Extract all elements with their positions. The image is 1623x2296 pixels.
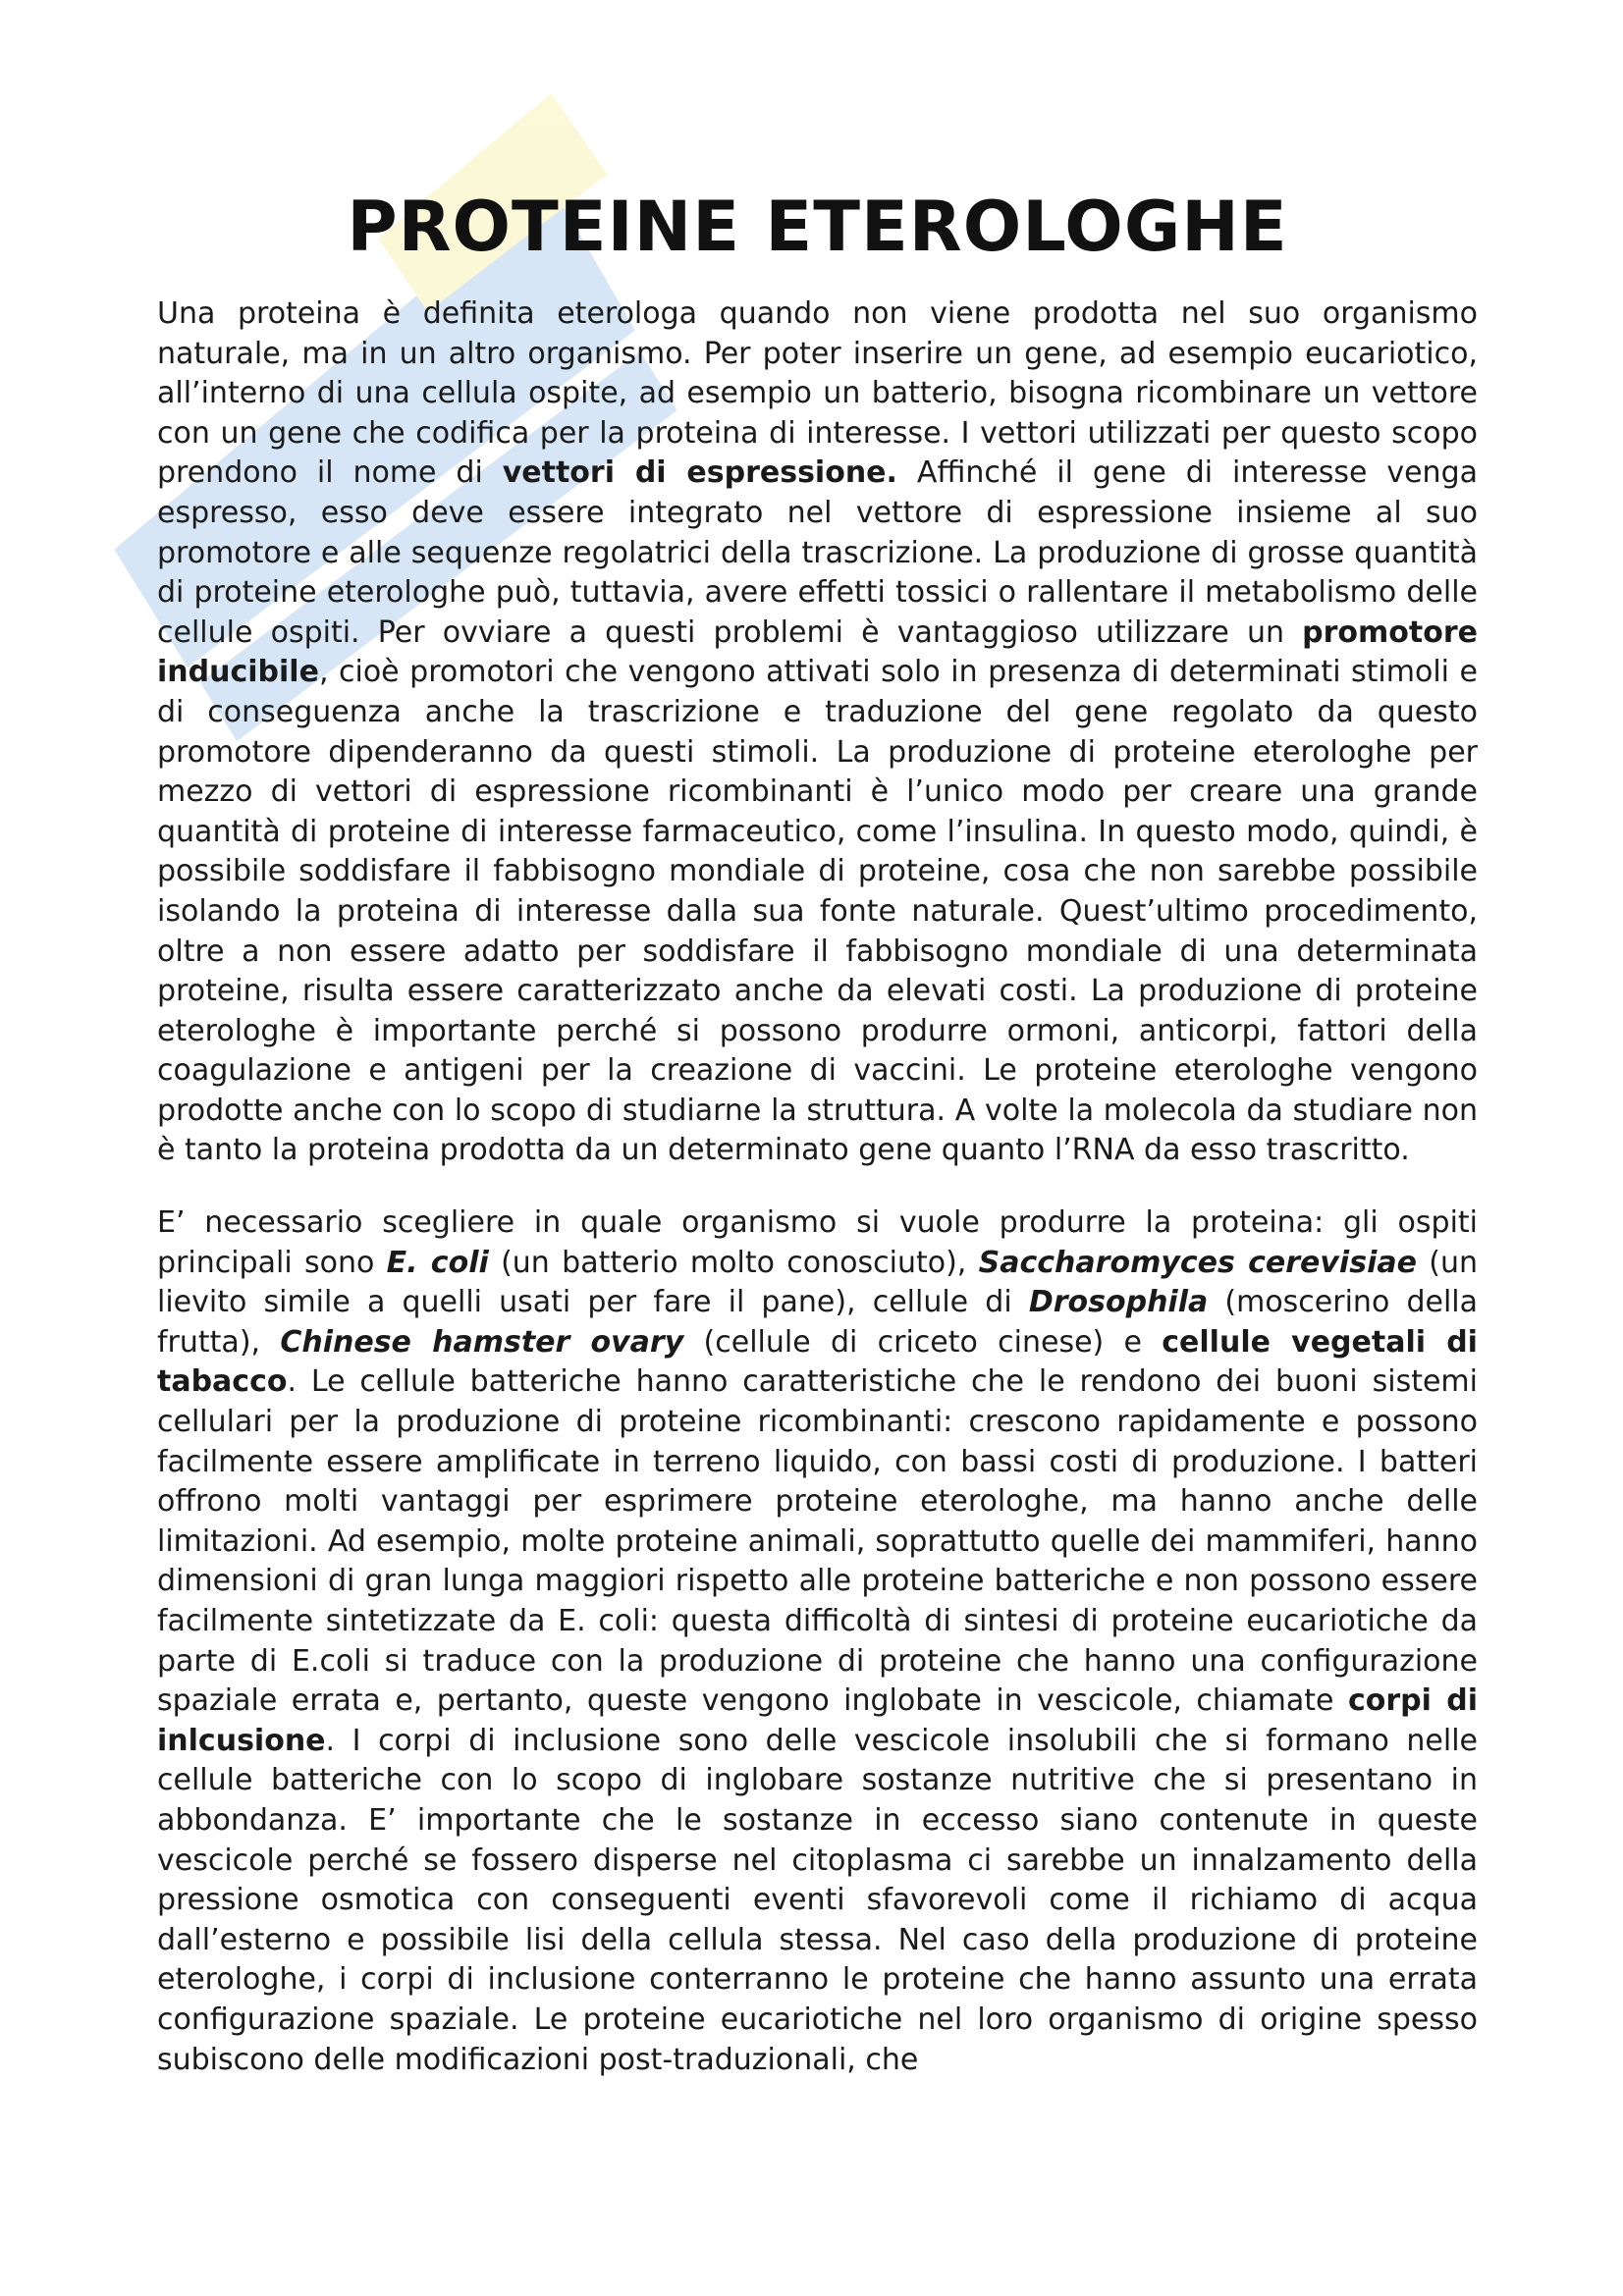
text-segment: . I corpi di inclusione sono delle vescicole insolubili che si formano nelle cellule batteriche con lo scopo di inglobare sostanze nutritive che si presentano in abbondanza. E’ importante che le sostanze in eccesso siano contenute in queste vescicole perché se fossero disperse nel citoplasma ci sarebbe un innalzamento della pressione osmotica con conseguenti eventi sfavorevoli come il richiamo di acqua dall’esterno e possibile lisi della cellula stessa. Nel caso della produzione di proteine eterologhe, i corpi di inclusione conterranno le proteine che hanno assunto una errata configurazione spaziale. Le proteine eucariotiche nel loro organismo di origine spesso subiscono delle modificazioni post-traduzionali, che <box>157 1723 1478 2077</box>
document-page <box>157 187 1478 2080</box>
paragraph-2 <box>157 1203 1478 2080</box>
italic-term: Chinese hamster ovary <box>280 1324 684 1360</box>
italic-term: Saccharomyces cerevisiae <box>978 1245 1417 1280</box>
text-segment: (cellule di criceto cinese) e <box>683 1324 1163 1360</box>
text-segment: E’ necessario scegliere in quale organismo si vuole produrre la proteina: gli ospiti principali sono <box>157 1205 1478 1280</box>
text-segment: (un batterio molto conosciuto), <box>488 1245 979 1280</box>
text-segment: Una proteina è definita eterologa quando non viene prodotta nel suo organismo naturale, ma in un altro organismo. Per poter inserire un gene, ad esempio eucariotico, all’interno di una cellula ospite, ad esempio un batterio, bisogna ricombinare un vettore con un gene che codifica per la proteina di interesse. I vettori utilizzati per questo scopo prendono il nome di <box>157 296 1478 491</box>
bold-term: vettori di espressione. <box>502 455 897 491</box>
italic-term: E. coli <box>386 1245 489 1280</box>
text-segment: (moscerino della frutta), <box>157 1285 1478 1360</box>
paragraph-1 <box>157 294 1478 1171</box>
bold-term: cellule vegetali di tabacco <box>157 1324 1478 1400</box>
text-segment: , cioè promotori che vengono attivati solo in presenza di determinati stimoli e di conseguenza anche la trascrizione e traduzione del gene regolato da questo promotore dipenderanno da questi stimoli. La produzione di proteine eterologhe per mezzo di vettori di espressione ricombinanti è l’unico modo per creare una grande quantità di proteine di interesse farmaceutico, come l’insulina. In questo modo, quindi, è possibile soddisfare il fabbisogno mondiale di proteine, cosa che non sarebbe possibile isolando la proteina di interesse dalla sua fonte naturale. Quest’ultimo procedimento, oltre a non essere adatto per soddisfare il fabbisogno mondiale di una determinata proteine, risulta essere caratterizzato anche da elevati costi. La produzione di proteine eterologhe è importante perché si possono produrre ormoni, anticorpi, fattori della coagulazione e antigeni per la creazione di vaccini. Le proteine eterologhe vengono prodotte anche con lo scopo di studiarne la struttura. A volte la molecola da studiare non è tanto la proteina prodotta da un determinato gene quanto l’RNA da esso trascritto. <box>157 655 1478 1168</box>
italic-term: Drosophila <box>1028 1285 1209 1320</box>
text-segment: (un lievito simile a quelli usati per fare il pane), cellule di <box>157 1245 1479 1320</box>
page-title: PROTEINE ETEROLOGHE <box>347 187 1288 267</box>
bold-term: promotore inducibile <box>157 614 1478 690</box>
text-segment: Affinché il gene di interesse venga espresso, esso deve essere integrato nel vettore di espressione insieme al suo promotore e alle sequenze regolatrici della trascrizione. La produzione di grosse quantità di proteine eterologhe può, tuttavia, avere effetti tossici o rallentare il metabolismo delle cellule ospiti. Per ovviare a questi problemi è vantaggioso utilizzare un <box>157 455 1478 650</box>
bold-term: corpi di inlcusione <box>157 1683 1479 1758</box>
text-segment: . Le cellule batteriche hanno caratteristiche che le rendono dei buoni sistemi cellulari per la produzione di proteine ricombinanti: crescono rapidamente e possono facilmente essere amplificate in terreno liquido, con bassi costi di produzione. I batteri offrono molti vantaggi per esprimere proteine eterologhe, ma hanno anche delle limitazioni. Ad esempio, molte proteine animali, soprattutto quelle dei mammiferi, hanno dimensioni di gran lunga maggiori rispetto alle proteine batteriche e non possono essere facilmente sintetizzate da E. coli: questa difficoltà di sintesi di proteine eucariotiche da parte di E.coli si traduce con la produzione di proteine che hanno una configurazione spaziale errata e, pertanto, queste vengono inglobate in vescicole, chiamate <box>157 1364 1478 1719</box>
